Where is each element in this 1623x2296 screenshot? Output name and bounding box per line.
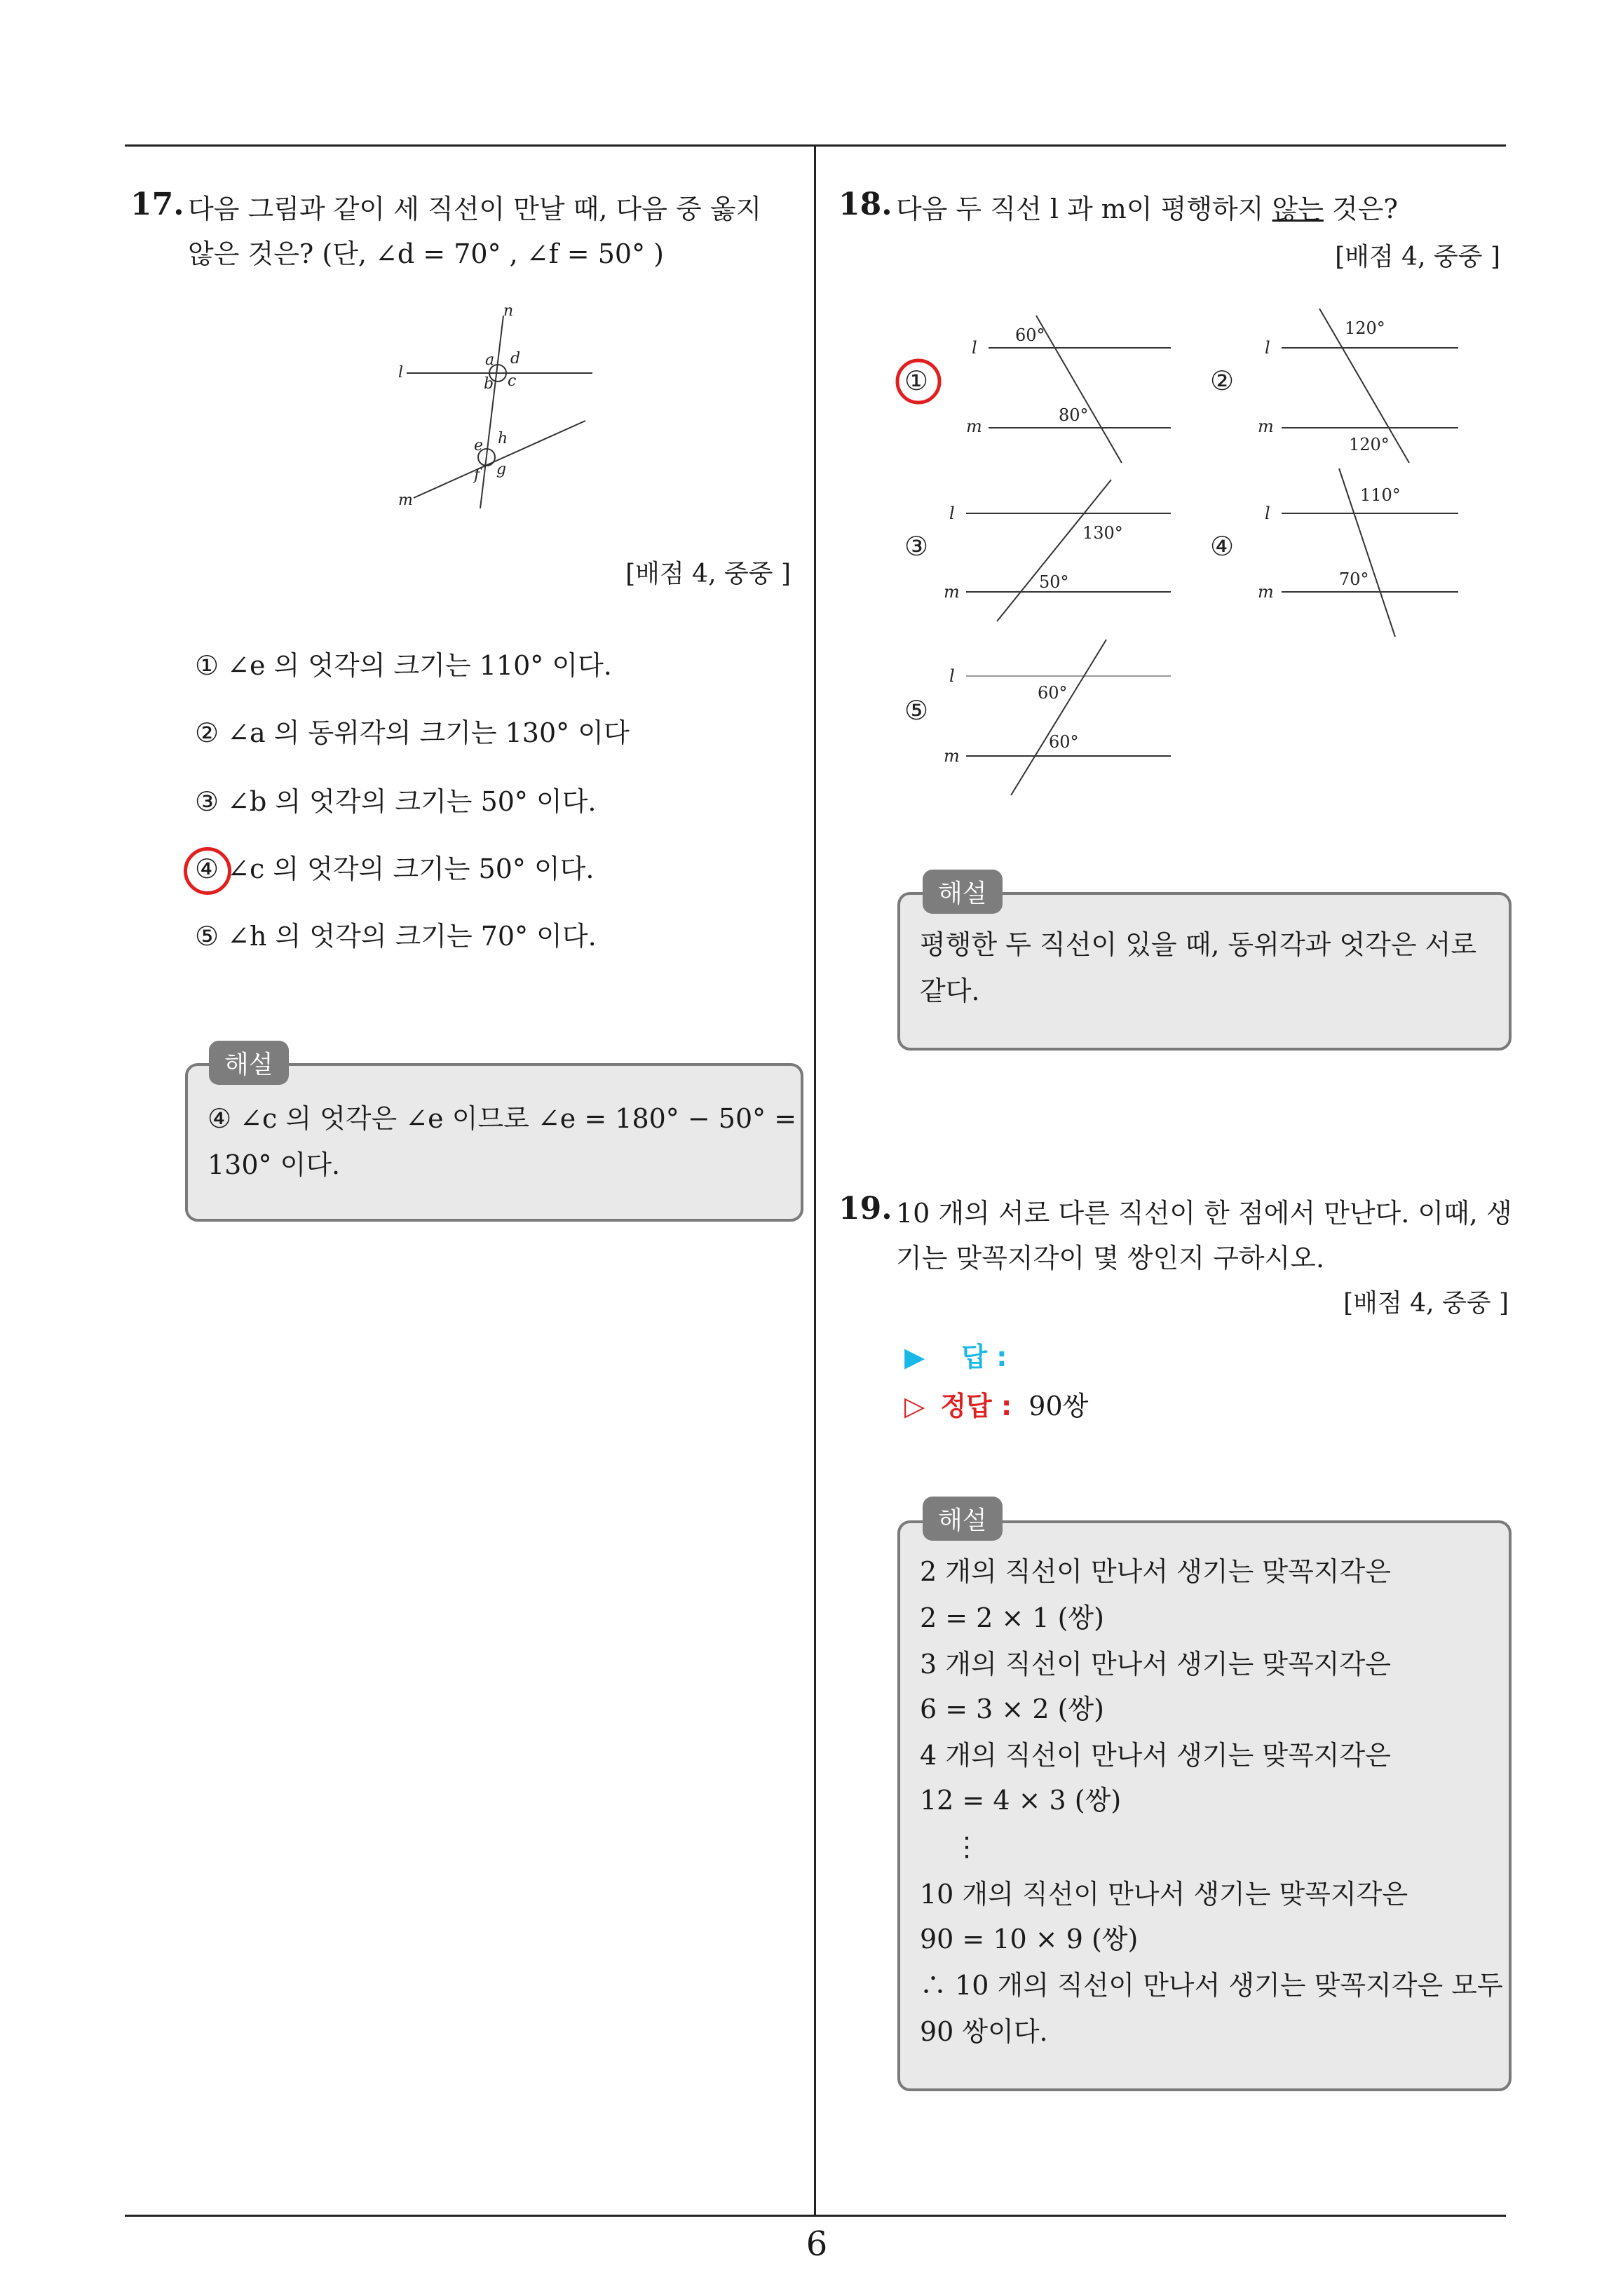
- correct-arrow-icon: ▷: [904, 1391, 925, 1422]
- fig4-mark[interactable]: ④: [1210, 531, 1235, 562]
- label-c: c: [508, 372, 517, 390]
- fig3-top-angle: 130°: [1082, 523, 1123, 543]
- question-text-after: 것은?: [1323, 194, 1398, 224]
- explanation-line: ⋮: [953, 1831, 980, 1862]
- question-text-line1: 10 개의 서로 다른 직선이 한 점에서 만난다. 이때, 생: [896, 1198, 1512, 1229]
- label-f: f: [474, 466, 480, 484]
- fig1-mark[interactable]: ①: [904, 365, 929, 396]
- question-text: [896, 187, 1398, 231]
- answer-arrow-icon: ▶: [904, 1342, 925, 1372]
- option-1[interactable]: ① ∠e 의 엇각의 크기는 110° 이다.: [195, 650, 612, 681]
- fig5-bottom-angle: 60°: [1049, 732, 1079, 752]
- question-number: 19.: [838, 1191, 892, 1227]
- fig3-mark[interactable]: ③: [904, 531, 929, 562]
- q17-figure: [386, 295, 610, 519]
- label-m: m: [398, 492, 413, 509]
- fig2-top-angle: 120°: [1345, 318, 1385, 338]
- fig1-label-m: m: [966, 417, 982, 436]
- explanation-line: 3 개의 직선이 만나서 생기는 맞꼭지각은: [920, 1649, 1391, 1680]
- question-text-before: 다음 두 직선 l 과 m이 평행하지: [896, 194, 1272, 224]
- option-5[interactable]: ⑤ ∠h 의 엇각의 크기는 70° 이다.: [195, 921, 597, 952]
- explanation-line: 2 개의 직선이 만나서 생기는 맞꼭지각은: [920, 1556, 1391, 1587]
- score-label: [배점 4, 중중 ]: [1343, 1289, 1509, 1318]
- fig4-top-angle: 110°: [1360, 485, 1401, 505]
- bottom-rule: [125, 2215, 1506, 2217]
- question-text-line2: 기는 맞꼭지각이 몇 쌍인지 구하시오.: [896, 1243, 1325, 1274]
- question-text-underlined: 않는: [1272, 194, 1324, 224]
- correct-value: 90쌍: [1028, 1391, 1089, 1422]
- label-a: a: [485, 351, 495, 369]
- explanation-tab: 해설: [923, 870, 1003, 914]
- explanation-line: 12 = 4 × 3 (쌍): [920, 1785, 1122, 1816]
- explanation-tab: 해설: [923, 1497, 1003, 1541]
- fig5-top-angle: 60°: [1038, 683, 1068, 703]
- explanation-line: 2 = 2 × 1 (쌍): [920, 1602, 1104, 1633]
- column-divider: [814, 144, 816, 2217]
- score-label: [배점 4, 중중 ]: [625, 560, 791, 588]
- fig1-label-l: l: [972, 338, 977, 358]
- fig4-bottom-angle: 70°: [1339, 569, 1369, 589]
- fig2-label-l: l: [1265, 338, 1270, 358]
- explanation-line: 90 = 10 × 9 (쌍): [920, 1924, 1139, 1954]
- fig3-label-l: l: [949, 504, 955, 523]
- answer-row: [904, 1335, 1007, 1374]
- question-number: 17.: [130, 187, 184, 222]
- fig5-mark[interactable]: ⑤: [904, 695, 929, 726]
- q18-figures: [890, 295, 1507, 813]
- option-3[interactable]: ③ ∠b 의 엇각의 크기는 50° 이다.: [195, 786, 597, 817]
- explanation-line1: ④ ∠c 의 엇각은 ∠e 이므로 ∠e = 180° − 50° =: [208, 1103, 797, 1134]
- explanation-tab: 해설: [209, 1041, 289, 1085]
- explanation-line: 10 개의 직선이 만나서 생기는 맞꼭지각은: [920, 1879, 1408, 1910]
- explanation-line: ∴ 10 개의 직선이 만나서 생기는 맞꼭지각은 모두: [920, 1970, 1503, 2001]
- label-b: b: [484, 375, 494, 393]
- label-d: d: [510, 350, 521, 367]
- label-l: l: [398, 364, 404, 381]
- explanation-line: 90 쌍이다.: [920, 2016, 1048, 2047]
- explanation-line2: 130° 이다.: [208, 1149, 341, 1180]
- label-n: n: [503, 302, 514, 320]
- question-text-line2: 않은 것은? (단, ∠d = 70° , ∠f = 50° ): [188, 238, 664, 269]
- fig2-bottom-angle: 120°: [1349, 435, 1390, 454]
- correct-answer-row: [904, 1384, 1088, 1423]
- fig4-label-l: l: [1265, 504, 1270, 523]
- label-h: h: [498, 430, 508, 447]
- fig5-label-l: l: [949, 666, 955, 686]
- correct-label: 정답 :: [940, 1391, 1012, 1422]
- explanation-line1: 평행한 두 직선이 있을 때, 동위각과 엇각은 서로: [920, 929, 1477, 960]
- score-label: [배점 4, 중중 ]: [1335, 243, 1500, 271]
- fig2-label-m: m: [1258, 417, 1274, 436]
- explanation-box: [897, 892, 1512, 1051]
- label-g: g: [496, 461, 507, 478]
- fig5-label-m: m: [944, 746, 960, 766]
- option-4[interactable]: ④ ∠c 의 엇각의 크기는 50° 이다.: [195, 853, 595, 884]
- question-number: 18.: [838, 187, 892, 222]
- explanation-line: 6 = 3 × 2 (쌍): [920, 1694, 1104, 1724]
- fig3-bottom-angle: 50°: [1039, 572, 1069, 592]
- fig2-mark[interactable]: ②: [1210, 365, 1235, 396]
- selected-mark: [184, 847, 231, 895]
- explanation-line2: 같다.: [920, 975, 980, 1006]
- option-2[interactable]: ② ∠a 의 동위각의 크기는 130° 이다: [195, 717, 630, 748]
- question-text-line1: 다음 그림과 같이 세 직선이 만날 때, 다음 중 옳지: [188, 194, 762, 224]
- fig1-top-angle: 60°: [1015, 325, 1045, 345]
- fig1-bottom-angle: 80°: [1059, 405, 1089, 425]
- explanation-line: 4 개의 직선이 만나서 생기는 맞꼭지각은: [920, 1740, 1391, 1771]
- answer-label: 답 :: [961, 1342, 1007, 1372]
- page-number: 6: [806, 2224, 828, 2264]
- fig4-label-m: m: [1258, 582, 1274, 602]
- fig3-label-m: m: [944, 582, 960, 602]
- label-e: e: [474, 437, 484, 454]
